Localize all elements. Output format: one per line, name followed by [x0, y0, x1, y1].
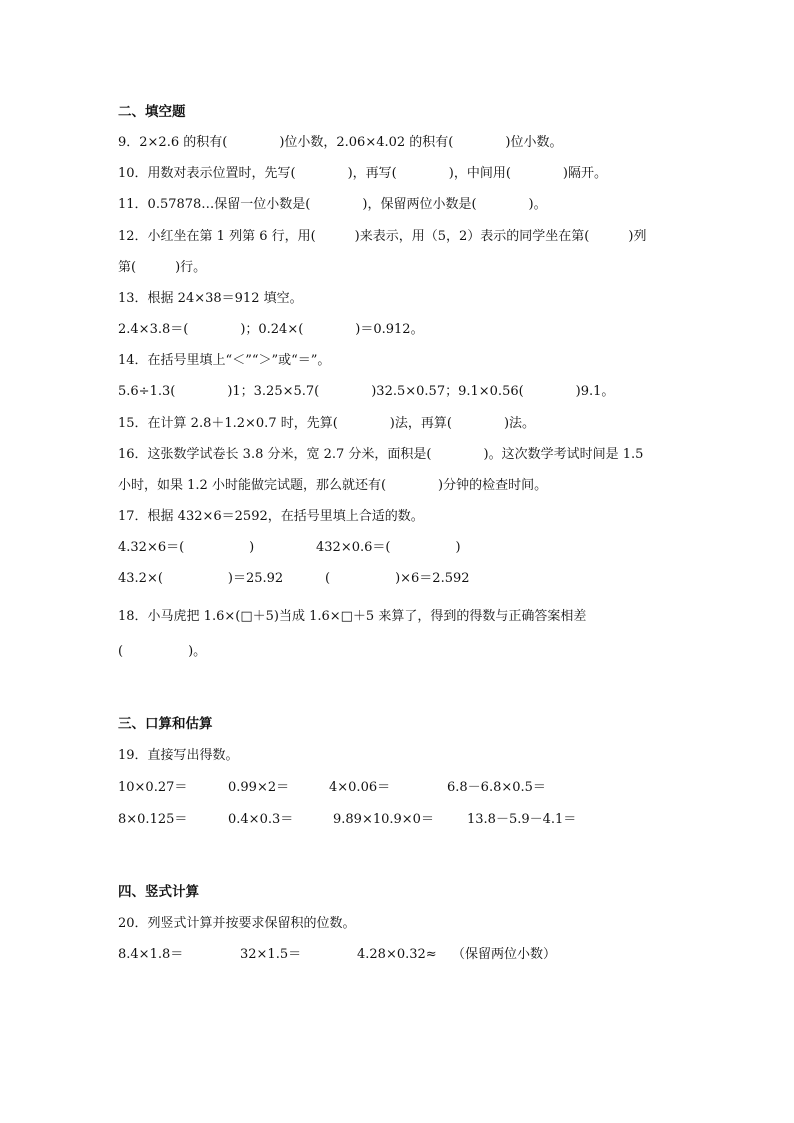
question-18-blank: ( )。 [118, 644, 207, 659]
calc-item: 10×0.27＝ [118, 780, 188, 795]
question-16-cont: 小时，如果 1.2 小时能做完试题，那么就还有( )分钟的检查时间。 [118, 478, 548, 493]
calc-item: 32×1.5＝ [240, 947, 302, 962]
question-11: 11．0.57878…保留一位小数是( )，保留两位小数是( )。 [118, 197, 547, 212]
question-12-cont: 第( )行。 [118, 260, 207, 275]
calc-item: 0.4×0.3＝ [228, 812, 294, 827]
question-13: 13．根据 24×38＝912 填空。 [118, 291, 303, 306]
question-18: 18．小马虎把 1.6×(□＋5)当成 1.6×□＋5 来算了，得到的得数与正确答案相差 [118, 609, 587, 624]
question-17: 17．根据 432×6＝2592，在括号里填上合适的数。 [118, 509, 424, 524]
question-14: 14．在括号里填上“＜”“＞”或“＝”。 [118, 353, 331, 368]
calc-item: 4.28×0.32≈ [357, 947, 437, 962]
precision-note: （保留两位小数） [452, 947, 557, 962]
calc-item: 9.89×10.9×0＝ [333, 812, 434, 827]
question-14-blanks: 5.6÷1.3( )1；3.25×5.7( )32.5×0.57；9.1×0.56( )9.1。 [118, 384, 615, 399]
question-16: 16．这张数学试卷长 3.8 分米，宽 2.7 分米，面积是( )。这次数学考试时间是 1.5 [118, 447, 644, 462]
question-13-blanks: 2.4×3.8＝( )；0.24×( )＝0.912。 [118, 322, 424, 337]
section-heading: 二、填空题 [118, 104, 186, 120]
question-9: 9．2×2.6 的积有( )位小数，2.06×4.02 的积有( )位小数。 [118, 135, 563, 150]
question-15: 15．在计算 2.8＋1.2×0.7 时，先算( )法，再算( )法。 [118, 416, 536, 431]
question-10: 10．用数对表示位置时，先写( )，再写( )，中间用( )隔开。 [118, 166, 607, 181]
question-19: 19．直接写出得数。 [118, 748, 239, 763]
question-12: 12．小红坐在第 1 列第 6 行，用( )来表示，用（5，2）表示的同学坐在第( )列 [118, 229, 647, 244]
calc-item: 8×0.125＝ [118, 812, 188, 827]
calc-item: 0.99×2＝ [228, 780, 290, 795]
calc-item: 4×0.06＝ [329, 780, 391, 795]
calc-item: 6.8－6.8×0.5＝ [447, 780, 546, 795]
question-17-blank-2: 432×0.6＝( ) [316, 540, 461, 555]
question-20: 20．列竖式计算并按要求保留积的位数。 [118, 916, 356, 931]
question-17-blank-4: ( )×6＝2.592 [325, 571, 470, 586]
calc-item: 13.8－5.9－4.1＝ [467, 812, 577, 827]
question-17-blank-3: 43.2×( )＝25.92 [118, 571, 284, 586]
calc-item: 8.4×1.8＝ [118, 947, 184, 962]
question-17-blank-1: 4.32×6＝( ) [118, 540, 255, 555]
section-heading: 四、竖式计算 [118, 884, 199, 900]
section-heading: 三、口算和估算 [118, 716, 213, 732]
